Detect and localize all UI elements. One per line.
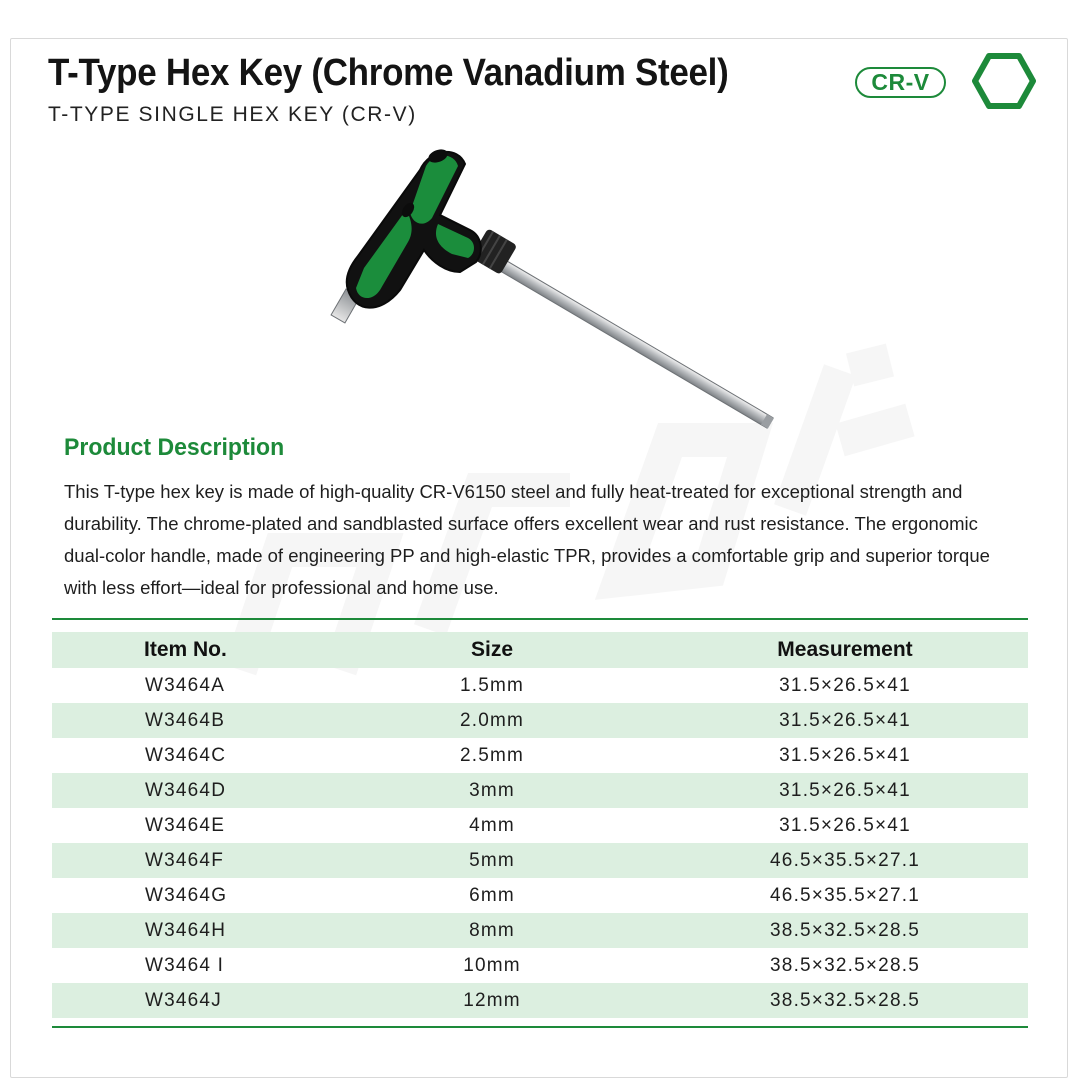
size-cell: 2.5mm (459, 744, 525, 766)
size-cell: 4mm (469, 814, 515, 836)
header-measurement: Measurement (777, 638, 913, 661)
size-cell: 12mm (463, 989, 521, 1011)
table-row (52, 913, 1028, 948)
table-row (52, 703, 1028, 738)
item-no-cell: W3464E (145, 814, 226, 836)
measurement-cell: 31.5×26.5×41 (779, 814, 911, 836)
table-row (52, 808, 1028, 843)
page-title: T-Type Hex Key (Chrome Vanadium Steel) (48, 52, 729, 94)
item-no-cell: W3464H (145, 919, 227, 941)
measurement-cell: 31.5×26.5×41 (779, 744, 911, 766)
item-no-cell: W3464D (145, 779, 227, 801)
size-cell: 1.5mm (459, 674, 525, 696)
measurement-cell: 31.5×26.5×41 (779, 779, 911, 801)
description-heading: Product Description (64, 434, 285, 461)
size-cell: 3mm (469, 779, 515, 801)
item-no-cell: W3464C (145, 744, 227, 766)
item-no-cell: W3464J (145, 989, 222, 1011)
hexagon-icon (972, 52, 1036, 110)
item-no-cell: W3464B (145, 709, 226, 731)
header-size: Size (470, 638, 514, 661)
header-item-no: Item No. (144, 638, 227, 661)
table-row (52, 948, 1028, 983)
material-badge: CR-V (855, 67, 946, 98)
measurement-cell: 31.5×26.5×41 (779, 674, 911, 696)
size-cell: 2.0mm (459, 709, 525, 731)
size-cell: 5mm (469, 849, 515, 871)
product-image (320, 140, 820, 430)
table-row (52, 843, 1028, 878)
measurement-cell: 38.5×32.5×28.5 (770, 919, 920, 941)
table-row (52, 773, 1028, 808)
table-header-row (52, 632, 1028, 668)
measurement-cell: 46.5×35.5×27.1 (770, 849, 920, 871)
spec-table (52, 632, 1028, 1018)
table-bottom-rule (52, 1026, 1028, 1028)
measurement-cell: 31.5×26.5×41 (779, 709, 911, 731)
page-subtitle: T-TYPE SINGLE HEX KEY (CR-V) (48, 103, 417, 126)
item-no-cell: W3464 I (145, 954, 225, 976)
size-cell: 8mm (469, 919, 515, 941)
table-row (52, 668, 1028, 703)
size-cell: 10mm (463, 954, 521, 976)
size-cell: 6mm (469, 884, 515, 906)
item-no-cell: W3464F (145, 849, 225, 871)
table-top-rule (52, 618, 1028, 620)
measurement-cell: 38.5×32.5×28.5 (770, 989, 920, 1011)
description-text: This T-type hex key is made of high-quality CR-V6150 steel and fully heat-treated for exceptional strength and durability. The chrome-plated and sandblasted surface offers excellent wear and rust resistance. The ergonomic dual-color handle, made of engineering PP and high-elastic TPR, provides a comfortable grip and superior torque with less effort—ideal for professional and home use. (64, 481, 990, 598)
table-row (52, 983, 1028, 1018)
item-no-cell: W3464A (145, 674, 226, 696)
item-no-cell: W3464G (145, 884, 228, 906)
table-row (52, 878, 1028, 913)
table-row (52, 738, 1028, 773)
measurement-cell: 46.5×35.5×27.1 (770, 884, 920, 906)
measurement-cell: 38.5×32.5×28.5 (770, 954, 920, 976)
